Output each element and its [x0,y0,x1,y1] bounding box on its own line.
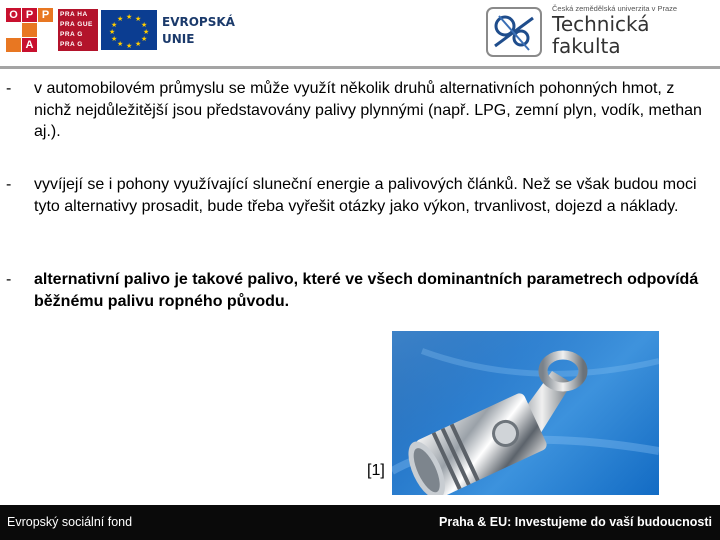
bullet-text: v automobilovém průmyslu se může využít několik druhů alternativních pohonných hmot, z nichž nejdůležitější jsou představovány palivy plynnými (např. LPG, zemní plyn, vodík, methan aj.). [34,80,702,140]
praha-word: PRA G [60,31,83,38]
footer-bar [0,505,720,540]
op-pa-letter: A [22,38,37,52]
op-pa-logo [6,8,56,52]
faculty-emblem-icon [485,6,543,58]
header-logos-left [0,0,245,62]
praha-word: PRA HA [60,11,88,18]
footer-left-text: Evropský sociální fond [7,515,133,529]
bullet-dash: - [6,80,12,97]
op-pa-letter: P [38,8,53,22]
faculty-logo [475,0,720,62]
faculty-title-line: Technická [552,12,650,36]
praha-word: PRA GUE [60,21,93,28]
eu-label-line: EVROPSKÁ [162,15,235,29]
praha-word: PRA G [60,41,83,48]
eu-label [162,14,235,48]
piston-icon [392,331,659,495]
bullet-dash: - [6,176,12,193]
praha-logo [58,9,98,51]
piston-photo [392,331,659,495]
footer-right-text: Praha & EU: Investujeme do vaší budoucnosti [439,515,712,529]
university-name: Česká zemědělská univerzita v Praze [552,4,678,13]
faculty-title [552,13,650,57]
op-pa-letter: O [6,8,21,22]
header-divider [0,66,720,69]
bullet-text: vyvíjejí se i pohony využívající sluneční energie a palivových článků. Než se však budou moci tyto alternativy prosadit, bude třeba vyřešit otázky jako výkon, trvanlivost, dojezd a náklady. [34,176,697,215]
bullet-text: alternativní palivo je takové palivo, které ve všech dominantních parametrech odpovídá běžnému palivu ropného původu. [34,271,699,310]
faculty-title-line: fakulta [552,34,621,58]
figure-reference: [1] [367,462,385,479]
eu-label-line: UNIE [162,32,195,46]
op-pa-letter: P [22,8,37,22]
bullet-dash: - [6,271,12,288]
eu-flag-icon: ★ ★ ★ ★ ★ ★ ★ ★ ★ ★ ★ ★ [101,10,157,50]
